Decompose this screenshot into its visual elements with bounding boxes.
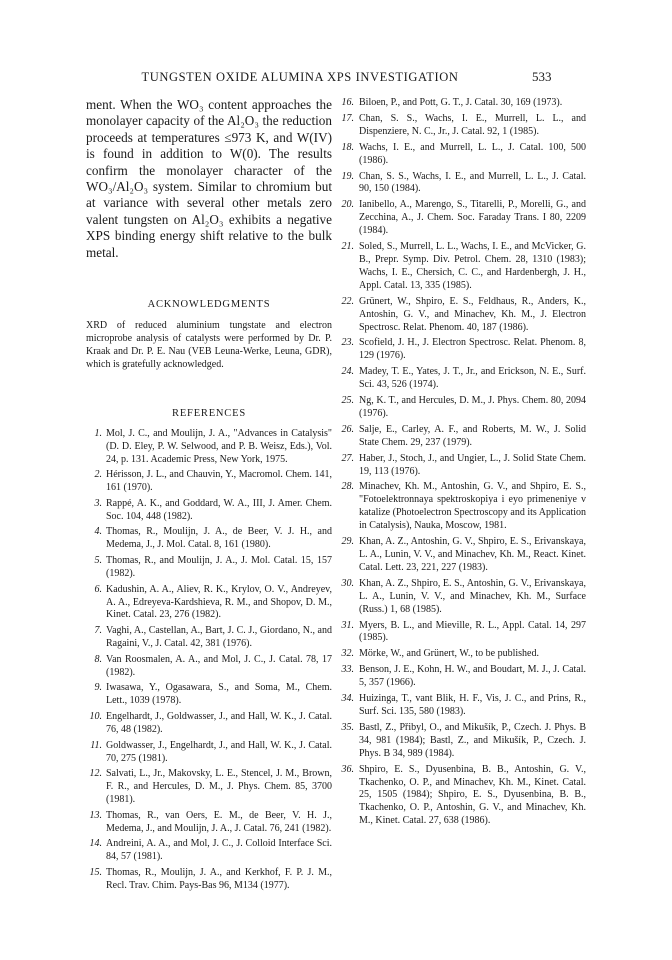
reference-text: Ianibello, A., Marengo, S., Titarelli, P., Morelli, G., and Zecchina, A., J. Chem. Soc. Faraday Trans. I 80, 2209 (1984).	[359, 199, 586, 237]
references-list-left	[86, 428, 332, 893]
reference-number: 29.	[341, 536, 354, 548]
reference-text: Khan, A. Z., Shpiro, E. S., Antoshin, G. V., Erivanskaya, L. A., Lunin, V. V., and Minachev, Kh. M., Surface (Russ.) 1, 68 (1985).	[359, 577, 586, 615]
reference-number: 2.	[94, 469, 102, 481]
reference-number: 6.	[94, 583, 102, 595]
reference-item	[338, 241, 586, 293]
reference-text: Chan, S. S., Wachs, I. E., and Murrell, L. L., J. Catal. 90, 150 (1984).	[359, 170, 586, 195]
reference-text: Shpiro, E. S., Dyusenbina, B. B., Antoshin, G. V., Tkachenko, O. P., and Minachev, Kh. M., Kinet. Catal. 25, 1505 (1984); Shpiro, E. S., Dyusenbina, B. B., Tkachenko, O. P., Antoshin, G. V., and Minachev, Kh. M., Kinet. Catal. 27, 638 (1986).	[359, 763, 586, 827]
reference-item	[338, 481, 586, 533]
reference-item	[86, 428, 332, 467]
reference-text: Salje, E., Carley, A. F., and Roberts, M. W., J. Solid State Chem. 29, 237 (1979).	[359, 423, 586, 448]
reference-text: Kadushin, A. A., Aliev, R. K., Krylov, O. V., Andreyev, A. A., Edreyeva-Kardshieva, R. M., and Shopov, D. M., Kinet. Catal. 23, 276 (1982).	[106, 583, 332, 621]
reference-number: 15.	[89, 866, 102, 878]
reference-item	[86, 469, 332, 495]
reference-text: Benson, J. E., Kohn, H. W., and Boudart, M. J., J. Catal. 5, 357 (1966).	[359, 664, 586, 689]
reference-text: Grünert, W., Shpiro, E. S., Feldhaus, R., Anders, K., Antoshin, G. V., and Minachev, Kh. M., J. Electron Spectrosc. Relat. Phenom. 40, 187 (1986).	[359, 295, 586, 333]
left-column	[86, 97, 332, 896]
reference-text: Thomas, R., Moulijn, J. A., de Beer, V. J. H., and Medema, J., J. Mol. Catal. 8, 161 (1980).	[106, 526, 332, 551]
reference-text: Goldwasser, J., Engelhardt, J., and Hall, W. K., J. Catal. 70, 275 (1981).	[106, 739, 332, 764]
reference-item	[338, 620, 586, 646]
reference-item	[338, 337, 586, 363]
reference-number: 13.	[89, 809, 102, 821]
reference-text: Iwasawa, Y., Ogasawara, S., and Soma, M., Chem. Lett., 1039 (1978).	[106, 682, 332, 707]
reference-text: Thomas, R., Moulijn, J. A., and Kerkhof, F. P. J. M., Recl. Trav. Chim. Pays-Bas 96, M134 (1977).	[106, 866, 332, 891]
reference-text: Chan, S. S., Wachs, I. E., Murrell, L. L., and Dispenziere, N. C., Jr., J. Catal. 92, 1 (1985).	[359, 112, 586, 137]
reference-number: 23.	[341, 337, 354, 349]
acknowledgments-text: XRD of reduced aluminium tungstate and electron microprobe analysis of catalysts were performed by Dr. P. Kraak and Dr. P. E. Nau (VEB Leuna-Werke, Leuna, GDR), which is gratefully acknowledged.	[86, 320, 332, 370]
reference-text: Madey, T. E., Yates, J. T., Jr., and Erickson, N. E., Surf. Sci. 43, 526 (1974).	[359, 366, 586, 391]
reference-text: Scofield, J. H., J. Electron Spectrosc. Relat. Phenom. 8, 129 (1976).	[359, 337, 586, 362]
reference-number: 32.	[341, 648, 354, 660]
reference-number: 22.	[341, 295, 354, 307]
reference-number: 16.	[341, 97, 354, 108]
reference-item	[338, 722, 586, 761]
reference-number: 28.	[341, 481, 354, 493]
reference-number: 18.	[341, 141, 354, 153]
reference-number: 7.	[94, 625, 102, 637]
reference-number: 20.	[341, 199, 354, 211]
reference-number: 10.	[89, 710, 102, 722]
references-heading: REFERENCES	[172, 407, 246, 419]
reference-text: Khan, A. Z., Antoshin, G. V., Shpiro, E. S., Erivanskaya, L. A., Lunin, V. V., and Minachev, Kh. M., React. Kinet. Catal. Lett. 23, 221, 227 (1983).	[359, 536, 586, 573]
reference-text: Rappé, A. K., and Goddard, W. A., III, J. Amer. Chem. Soc. 104, 448 (1982).	[106, 497, 332, 522]
reference-number: 3.	[94, 497, 102, 509]
reference-text: Van Roosmalen, A. A., and Mol, J. C., J. Catal. 78, 17 (1982).	[106, 653, 332, 678]
running-title: TUNGSTEN OXIDE ALUMINA XPS INVESTIGATION	[141, 70, 459, 84]
reference-item	[338, 113, 586, 139]
reference-number: 5.	[94, 555, 102, 567]
reference-number: 12.	[89, 768, 102, 780]
reference-text: Huizinga, T., vant Blik, H. F., Vis, J. C., and Prins, R., Surf. Sci. 135, 580 (1983).	[359, 693, 586, 717]
reference-number: 9.	[94, 682, 102, 694]
page-number: 533	[532, 69, 552, 84]
reference-item	[86, 810, 332, 836]
reference-text: Wachs, I. E., and Murrell, L. L., J. Catal. 100, 500 (1986).	[359, 141, 586, 166]
reference-item	[338, 536, 586, 575]
reference-number: 11.	[90, 739, 102, 751]
reference-text: Mörke, W., and Grünert, W., to be published.	[359, 648, 539, 660]
reference-text: Thomas, R., and Moulijn, J. A., J. Mol. Catal. 15, 157 (1982).	[106, 555, 332, 579]
reference-item	[86, 654, 332, 680]
reference-item	[86, 838, 332, 864]
reference-number: 30.	[341, 577, 354, 589]
reference-number: 4.	[94, 526, 102, 538]
right-column	[338, 97, 586, 831]
reference-text: Haber, J., Stoch, J., and Ungier, L., J. Solid State Chem. 19, 113 (1976).	[359, 452, 586, 477]
reference-text: Salvati, L., Jr., Makovsky, L. E., Stencel, J. M., Brown, F. R., and Hercules, D. M., J. Phys. Chem. 85, 3700 (1981).	[106, 768, 332, 806]
reference-number: 14.	[89, 838, 102, 850]
reference-number: 36.	[341, 763, 354, 775]
reference-number: 31.	[341, 619, 354, 631]
reference-item	[338, 648, 586, 661]
reference-item	[86, 740, 332, 766]
reference-text: Thomas, R., van Oers, E. M., de Beer, V. H. J., Medema, J., and Moulijn, J. A., J. Catal. 76, 241 (1982).	[106, 809, 332, 834]
reference-number: 19.	[341, 170, 354, 182]
reference-number: 21.	[341, 241, 354, 253]
reference-item	[338, 395, 586, 421]
reference-text: Myers, B. L., and Mieville, R. L., Appl. Catal. 14, 297 (1985).	[359, 619, 586, 644]
reference-item	[338, 578, 586, 617]
reference-item	[338, 366, 586, 392]
reference-item	[338, 199, 586, 238]
reference-number: 17.	[341, 112, 354, 124]
reference-text: Biloen, P., and Pott, G. T., J. Catal. 30, 169 (1973).	[359, 97, 563, 108]
reference-item	[338, 693, 586, 719]
reference-item	[338, 142, 586, 168]
reference-item	[86, 867, 332, 893]
reference-item	[338, 453, 586, 479]
reference-text: Bastl, Z., Přibyl, O., and Mikušík, P., Czech. J. Phys. B 34, 981 (1984); Bastl, Z., and Mikušík, P., Czech. J. Phys. B 34, 989 (1984).	[359, 721, 586, 759]
reference-item	[86, 768, 332, 807]
reference-text: Hérisson, J. L., and Chauvin, Y., Macromol. Chem. 141, 161 (1970).	[106, 469, 332, 494]
reference-number: 35.	[341, 721, 354, 733]
reference-item	[86, 711, 332, 737]
reference-item	[86, 498, 332, 524]
reference-number: 26.	[341, 423, 354, 435]
reference-text: Minachev, Kh. M., Antoshin, G. V., and Shpiro, E. S., "Fotoelektronnaya spektroskopiya i eyo primeneniye v katalize (Photoelectron Spectroscopy and its Application in Catalysis), Nauka, Moscow, 1981.	[359, 481, 586, 532]
reference-item	[338, 171, 586, 197]
reference-item	[338, 764, 586, 829]
acknowledgments-heading: ACKNOWLEDGMENTS	[147, 299, 271, 311]
reference-item	[86, 526, 332, 552]
reference-number: 27.	[341, 452, 354, 464]
reference-item	[338, 296, 586, 335]
reference-item	[86, 584, 332, 623]
reference-text: Mol, J. C., and Moulijn, J. A., "Advances in Catalysis" (D. D. Eley, P. W. Selwood, and P. B. Weisz, Eds.), Vol. 24, p. 131. Academic Press, New York, 1975.	[106, 427, 332, 465]
reference-number: 25.	[341, 395, 354, 407]
reference-text: Soled, S., Murrell, L. L., Wachs, I. E., and McVicker, G. B., Prepr. Symp. Div. Petrol. Chem. 28, 1310 (1983); Wachs, I. E., Chersich, C. C., and Hardenbergh, J. H., Appl. Catal. 13, 335 (1985).	[359, 241, 586, 291]
reference-item	[338, 97, 586, 110]
reference-item	[338, 424, 586, 450]
reference-number: 8.	[94, 653, 102, 665]
reference-text: Engelhardt, J., Goldwasser, J., and Hall, W. K., J. Catal. 76, 48 (1982).	[106, 710, 332, 735]
reference-text: Andreini, A. A., and Mol, J. C., J. Colloid Interface Sci. 84, 57 (1981).	[106, 838, 332, 863]
reference-item	[86, 625, 332, 651]
reference-number: 34.	[341, 693, 354, 705]
reference-item	[338, 664, 586, 690]
reference-item	[86, 555, 332, 581]
reference-number: 33.	[341, 664, 354, 676]
conclusion-paragraph: ment. When the WO₃ content approaches the monolayer capacity of the Al₂O₃ the reduction proceeds at temperatures ≤973 K, and W(IV) is found in addition to W(0). The results confirm the monolayer character of the WO₃/Al₂O₃ system. Similar to chromium but at variance with several other metals zero valent tungsten on Al₂O₃ exhibits a negative XPS binding energy shift relative to the bulk metal.	[86, 97, 332, 260]
reference-item	[86, 682, 332, 708]
reference-text: Vaghi, A., Castellan, A., Bart, J. C. J., Giordano, N., and Ragaini, V., J. Catal. 42, 381 (1976).	[106, 625, 332, 650]
reference-number: 24.	[341, 366, 354, 378]
reference-number: 1.	[94, 427, 102, 439]
reference-text: Ng, K. T., and Hercules, D. M., J. Phys. Chem. 80, 2094 (1976).	[359, 395, 586, 419]
references-list-right	[338, 97, 586, 828]
